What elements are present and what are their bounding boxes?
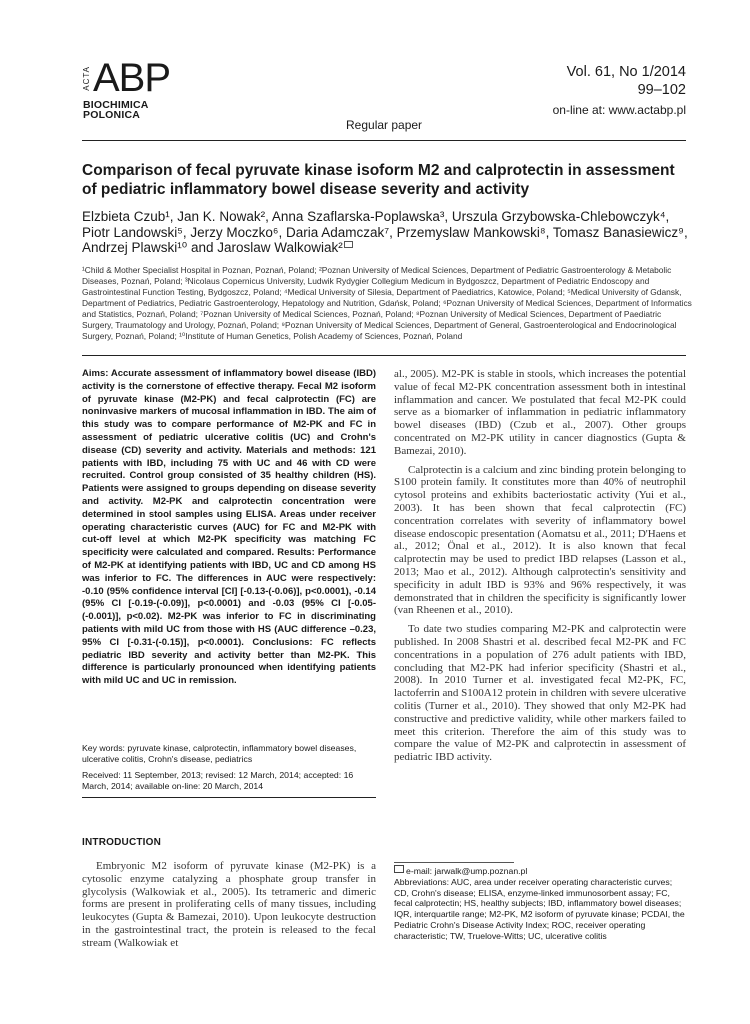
logo-subtitle: [83, 100, 149, 120]
page-range: 99–102: [637, 82, 686, 98]
logo-line-2: POLONICA: [83, 109, 141, 121]
affiliation-divider: [82, 355, 686, 356]
issue-info: [553, 63, 686, 119]
keywords: Key words: pyruvate kinase, calprotectin, inflammatory bowel diseases, ulcerative colitis, Crohn's disease, pediatrics: [82, 743, 357, 764]
affiliations: ¹Child & Mother Specialist Hospital in Poznan, Poznań, Poland; ²Poznan University of Medical Sciences, Department of Pediatric Gastroenterology & Metabolic Diseases, Poznań, Poland; ³Nicolaus Copernicus University, Ludwik Rydygier Collegium Medicum in Bydgoszcz, Department of Pediatric Endoscopy and Gastrointestinal Function Testing, Bydgoszcz, Poland; ⁴Medical University of Silesia, Department of Paediatrics, Katowice, Poland; ⁵Medical University of Gdansk, Department of Pediatrics, Pediatric Gastroenterology, Hepatology and Nutrition, Gdańsk, Poland; ⁶Poznan University of Medical Sciences, Department of Informatics and Statistics, Poznań, Poland; ⁷Poznan University of Medical Sciences, Poznań, Poland; ⁸Poznan University of Medical Sciences, Department of Paediatric Surgery, Traumatology and Urology, Poznań, Poland; ⁹Poznan University of Medical Sciences, Department of General, Gastroenterological and Endocrinological Surgery, Poznań, Poland; ¹⁰Institute of Human Genetics, Polish Academy of Sciences, Poznań, Poland: [82, 265, 692, 341]
paper-type: Regular paper: [346, 118, 423, 132]
abstract-divider: [82, 797, 376, 798]
authors-text: Elzbieta Czub¹, Jan K. Nowak², Anna Szaflarska-Poplawska³, Urszula Grzybowska-Chlebowczyk⁴, Piotr Landowski⁵, Jerzy Moczko⁶, Daria Adamczak⁷, Przemyslaw Mankowski⁸, Tomasz Banasiewicz⁹, Andrzej Plawski¹⁰ and Jaroslaw Walkowiak²: [82, 209, 688, 255]
email-line: [394, 865, 686, 877]
article-title: Comparison of fecal pyruvate kinase isoform M2 and calprotectin in assessment of pediatric inflammatory bowel disease severity and activity: [82, 162, 675, 198]
footnote-divider: [394, 862, 514, 863]
envelope-icon: [394, 865, 404, 873]
logo-line-1: BIOCHIMICA: [83, 99, 149, 111]
footnotes: [394, 865, 686, 942]
intro-paragraph-1: Embryonic M2 isoform of pyruvate kinase (M2-PK) is a cytosolic enzyme catalyzing a phosphate group transfer in glycolysis (Walkowiak et al., 2005). Its tetrameric and dimeric forms are present in proliferating cells of many tissues, including leukocytes (Gupta & Bamezai, 2010). Upon leukocyte destruction in the gastrointestinal tract, the protein is released to the fecal stream (Walkowiak et: [82, 860, 376, 949]
envelope-icon: [344, 241, 353, 248]
abbreviations: Abbreviations: AUC, area under receiver operating characteristic curves; CD, Crohn's disease; ELISA, enzyme-linked immunosorbent assay; FC, fecal calprotectin; HS, healthy subjects; IBD, inflammatory bowel diseases; IQR, interquartile range; M2-PK, M2 isoform of pyruvate kinase; PCDAI, the Pediatric Crohn's Disease Activity Index; ROC, receiver operating characteristic; TW, Truelove-Witts; UC, ulcerative colitis: [394, 876, 685, 941]
section-heading-introduction: INTRODUCTION: [82, 837, 162, 848]
right-column: [394, 368, 686, 770]
abstract: Aims: Accurate assessment of inflammatory bowel disease (IBD) activity is the cornerstone of effective therapy. Fecal M2 isoform of pyruvate kinase (M2-PK) and fecal calprotectin (FC) are noninvasive markers of mucosal inflammation in IBD. The aim of this study was to compare performance of M2-PK and FC in assessment of pediatric ulcerative colitis (UC) and Crohn's disease (CD) severity and activity. Materials and methods: 121 patients with IBD, including 75 with UC and 46 with CD were recruited. Control group consisted of 35 healthy children (HS). Patients were assigned to groups depending on disease severity and activity. M2-PK and calprotectin concentration were determined in stool samples using ELISA. Areas under receiver operating characteristic curves (AUC) for FC and M2-PK with cut-off level at which M2-PK specificity was matching FC specificity were calculated and compared. Results: Performance of M2-PK at identifying patients with IBD, UC and CD among HS was inferior to FC. The differences in AUC were respectively: -0.10 (95% confidence interval [CI] [-0.13-(-0.06)], p<0.0001), -0.14 (95% CI [-0.19-(-0.09)], p<0.0001) and -0.03 (95% CI [-0.05-(-0.001)], p<0.02). M2-PK was inferior to FC in discriminating patients with mild UC from those with HS (AUC difference –0.23, 95% CI [-0.31-(-0.15)], p<0.0001). Conclusions: FC reflects pediatric IBD severity and activity better than M2-PK. This difference is particularly pronounced when identifying patients with mild UC and UC in remission.: [82, 368, 376, 687]
header-divider: [82, 140, 686, 141]
journal-logo: [82, 56, 171, 122]
online-url: on-line at: www.actabp.pl: [552, 103, 686, 117]
logo-abp: ABP: [93, 56, 171, 100]
right-paragraph-2: Calprotectin is a calcium and zinc binding protein belonging to S100 protein family. It constitutes more than 40% of neutrophil cytosol proteins and exhibits bacteriostatic activity (Yui et al., 2003). It has been shown that fecal calprotectin (FC) concentration correlates with severity of inflammatory bowel disease endoscopic presentation (Aomatsu et al., 2011; D'Haens et al., 2012; Önal et al., 2012). It is also known that fecal calprotectin may be used to predict IBD relapses (Lasson et al., 2013; Mao et al., 2012). Although calprotectin's sensitivity and specificity in adult IBD is 93% and 96% respectively, it was demonstrated that in children the specificity is significantly lower (van Rheenen et al., 2010).: [394, 463, 686, 617]
logo-acta: ACTA: [82, 66, 91, 91]
author-list: [82, 209, 692, 256]
volume: Vol. 61, No 1/2014: [566, 64, 686, 80]
email: e-mail: jarwalk@ump.poznan.pl: [406, 866, 528, 876]
received-dates: Received: 11 September, 2013; revised: 12 March, 2014; accepted: 16 March, 2014; available on-line: 20 March, 2014: [82, 770, 354, 791]
right-paragraph-1: al., 2005). M2-PK is stable in stools, which increases the potential value of fecal M2-PK concentration assessment both in intestinal inflammation and cancer. We postulated that fecal M2-PK could serve as a biomarker of inflammation in pediatric inflammatory bowel diseases (IBD) (Czub et al., 2007). Other groups concentrated on M2-PK utility in cancer diagnostics (Gupta & Bamezai, 2010).: [394, 368, 686, 457]
right-paragraph-3: To date two studies comparing M2-PK and calprotectin were published. In 2008 Shastri et al. described fecal M2-PK and FC concentrations in a population of 276 adult patients with IBD, concluding that M2-PK had inferior specificity (Shastri et al., 2008). In 2010 Turner et al. investigated fecal M2-PK, FC, lactoferrin and S100A12 protein in children with severe ulcerative colitis (Turner et al., 2010). They showed that only M2-PK had constructive and predictive validity, while other markers failed to meet this criterion. Therefore the aim of this study was to compare the value of M2-PK and calprotectin in assessment of pediatric IBD activity.: [394, 623, 687, 764]
